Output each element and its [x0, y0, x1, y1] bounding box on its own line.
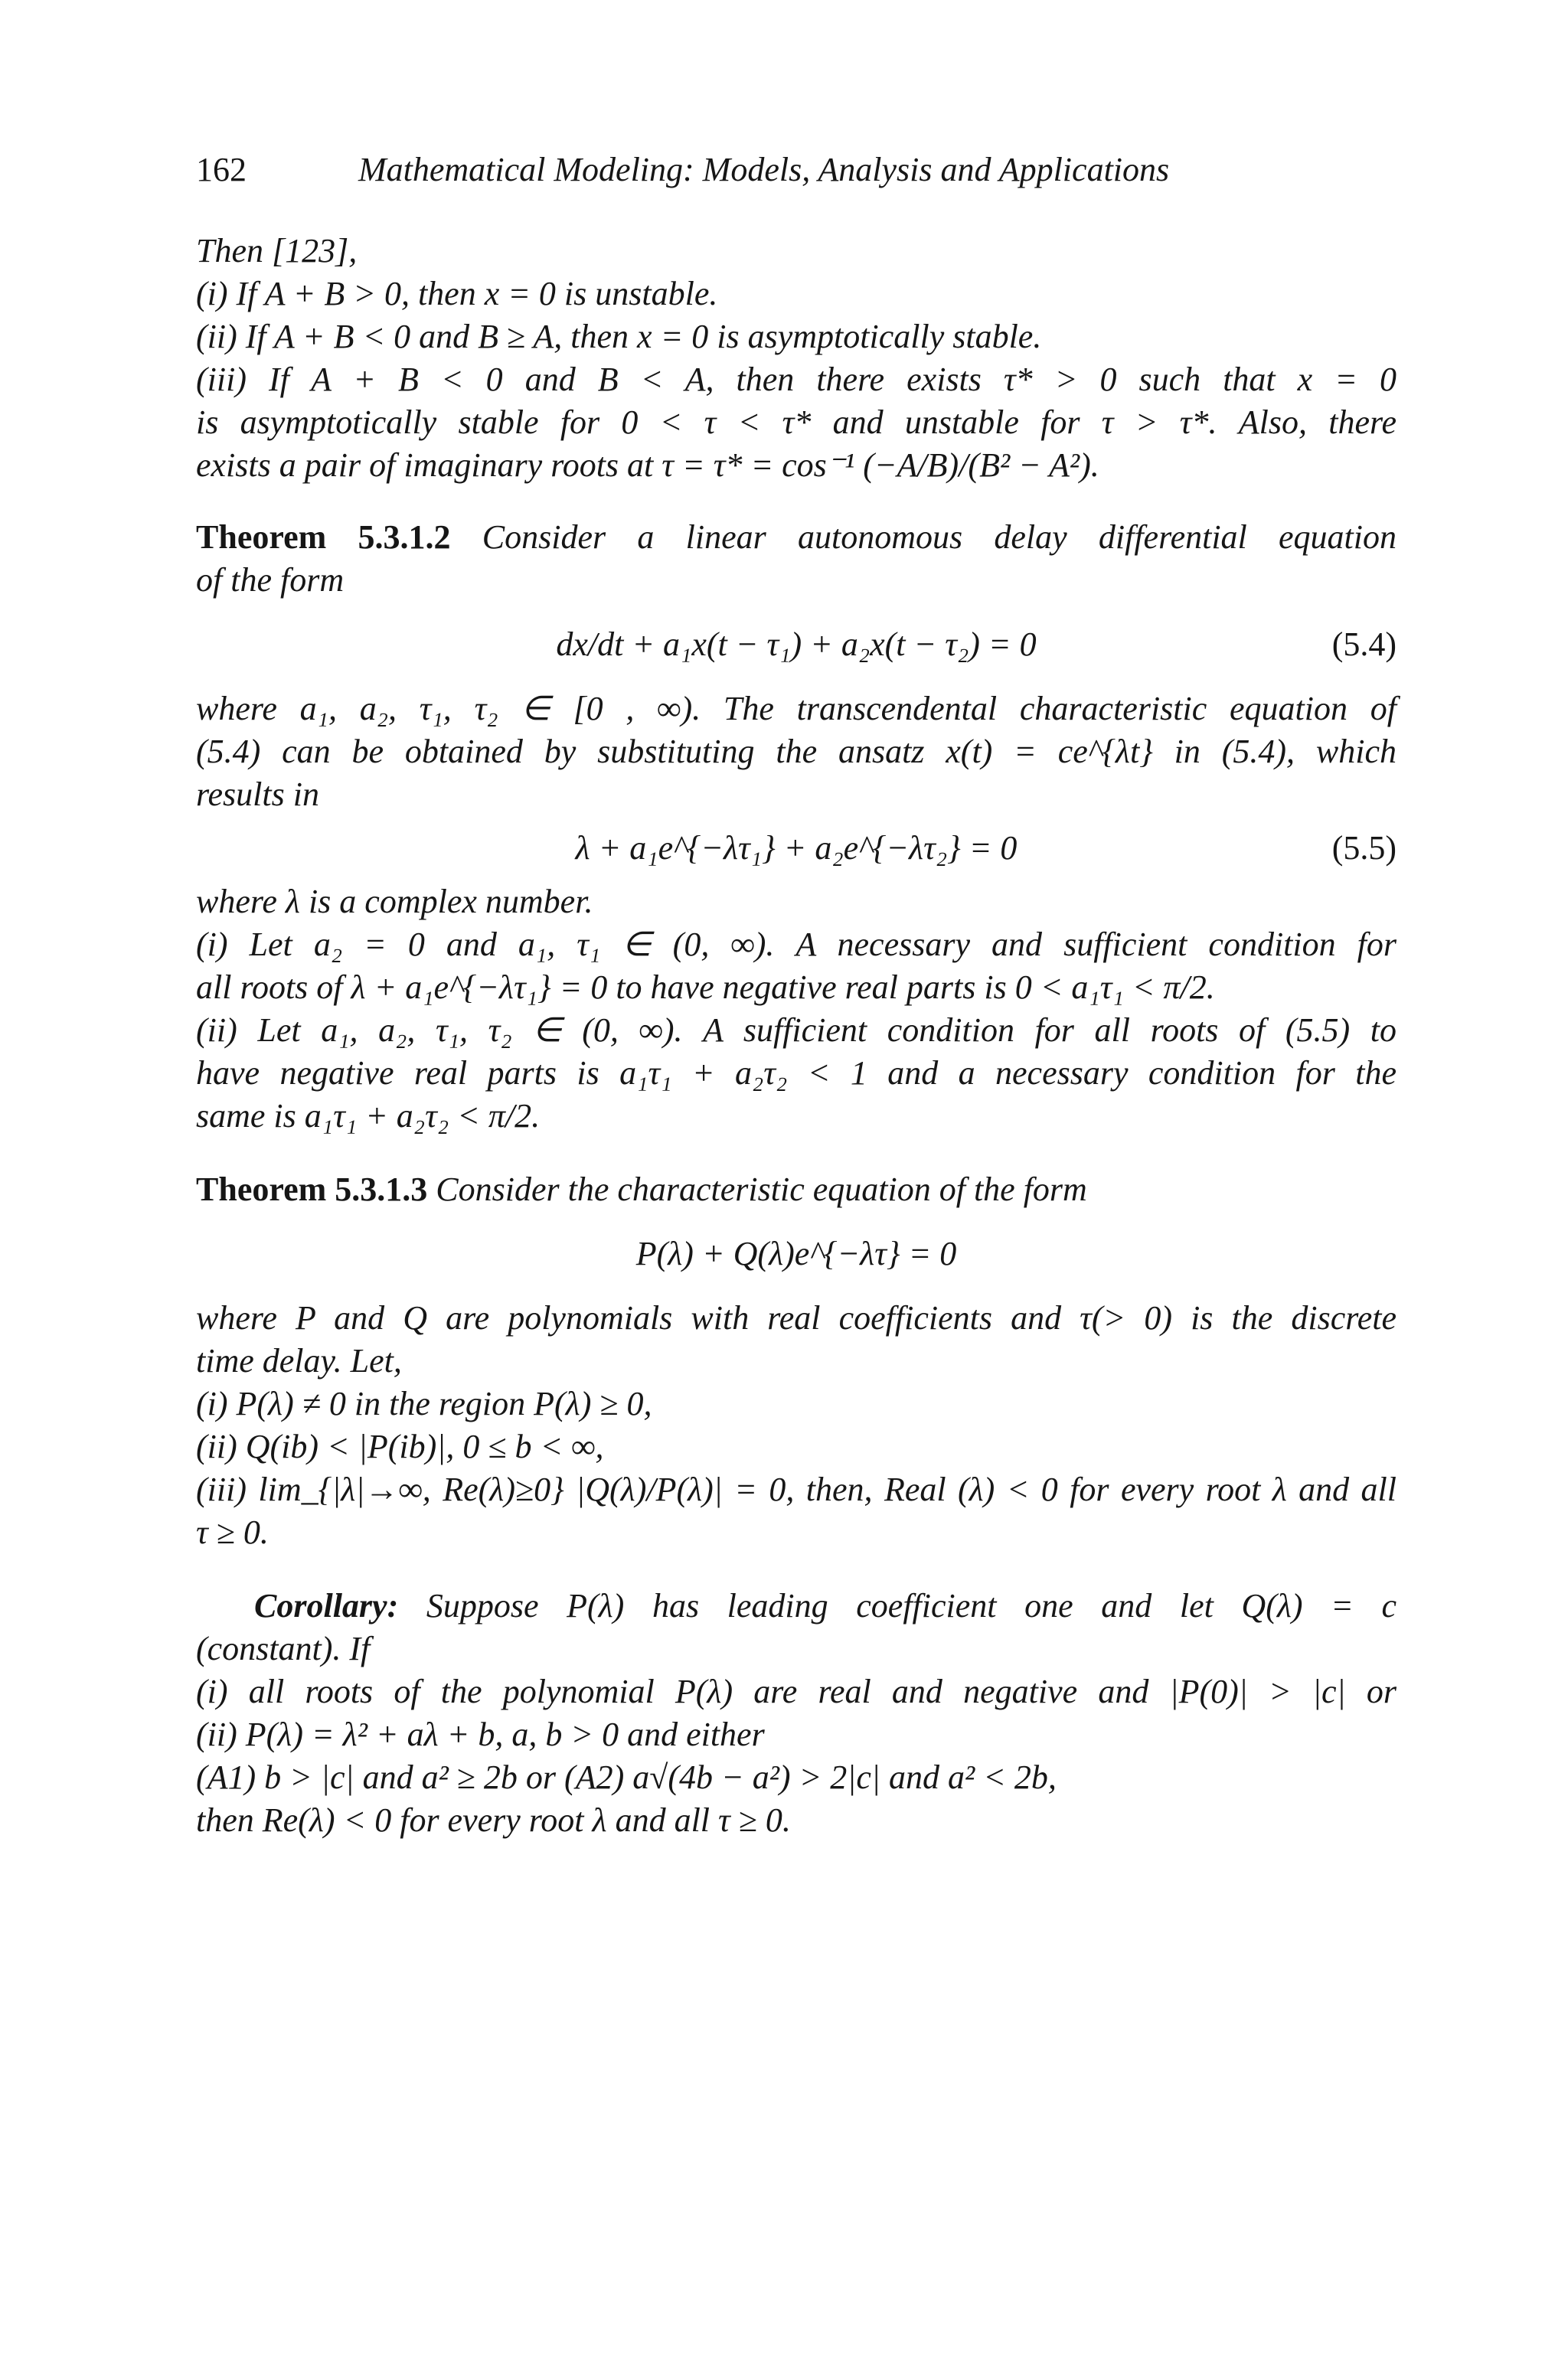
theorem-2-statement: Consider a linear autonomous delay differential equation — [482, 518, 1396, 556]
corollary-line5: (A1) b > |c| and a² ≥ 2b or (A2) a√(4b − a²) > 2|c| and a² < 2b, — [196, 1758, 1057, 1796]
equation-5-4-body: dx/dt + a₁x(t − τ₁) + a₂x(t − τ₂) = 0 — [556, 625, 1037, 663]
theorem-3-line1 — [196, 1168, 1396, 1211]
theorem-2-label: Theorem 5.3.1.2 — [196, 518, 451, 556]
intro-item-iii-line1: (iii) If A + B < 0 and B < A, then there exists τ* > 0 such that x = 0 — [196, 361, 1396, 398]
theorem-2-line3: where a₁, a₂, τ₁, τ₂ ∈ [0 , ∞). The transcendental characteristic equation of — [196, 690, 1396, 727]
theorem-2-line10: have negative real parts is a₁τ₁ + a₂τ₂ < 1 and a necessary condition for the — [196, 1054, 1396, 1092]
intro-item-ii: (ii) If A + B < 0 and B ≥ A, then x = 0 is asymptotically stable. — [196, 318, 1042, 355]
running-header — [196, 150, 1396, 199]
corollary-label: Corollary: — [254, 1587, 399, 1625]
corollary-line1 — [196, 1585, 1396, 1628]
corollary-statement: Suppose P(λ) has leading coefficient one and let Q(λ) = c — [426, 1587, 1396, 1625]
intro-line: Then [123], — [196, 232, 358, 269]
equation-5-5 — [196, 816, 1396, 880]
theorem-3-line4: (i) P(λ) ≠ 0 in the region P(λ) ≥ 0, — [196, 1385, 652, 1422]
theorem-3-equation-body: P(λ) + Q(λ)e^{−λτ} = 0 — [635, 1235, 957, 1272]
page-number: 162 — [196, 151, 247, 188]
theorem-3-line5: (ii) Q(ib) < |P(ib)|, 0 ≤ b < ∞, — [196, 1428, 604, 1465]
theorem-2-line7: (i) Let a₂ = 0 and a₁, τ₁ ∈ (0, ∞). A necessary and sufficient condition for — [196, 926, 1396, 963]
corollary-line3: (i) all roots of the polynomial P(λ) are real and negative and |P(0)| > |c| or — [196, 1673, 1396, 1710]
theorem-2-line5: results in — [196, 776, 319, 813]
theorem-3-label: Theorem 5.3.1.3 — [196, 1171, 428, 1208]
corollary-line6: then Re(λ) < 0 for every root λ and all τ ≥ 0. — [196, 1801, 791, 1839]
theorem-2-line8: all roots of λ + a₁e^{−λτ₁} = 0 to have negative real parts is 0 < a₁τ₁ < π/2. — [196, 968, 1215, 1006]
theorem-3-equation — [196, 1211, 1396, 1297]
theorem-2-line2: of the form — [196, 561, 345, 599]
theorem-3-line3: time delay. Let, — [196, 1342, 402, 1380]
theorem-2-line6: where λ is a complex number. — [196, 883, 593, 920]
intro-item-iii-line2: is asymptotically stable for 0 < τ < τ* and unstable for τ > τ*. Also, there — [196, 403, 1396, 441]
theorem-2-line1 — [196, 516, 1396, 559]
corollary-line4: (ii) P(λ) = λ² + aλ + b, a, b > 0 and either — [196, 1716, 765, 1753]
corollary-line2: (constant). If — [196, 1630, 371, 1667]
equation-5-4-number: (5.4) — [1331, 625, 1396, 663]
equation-5-5-body: λ + a₁e^{−λτ₁} + a₂e^{−λτ₂} = 0 — [575, 829, 1018, 867]
intro-item-i: (i) If A + B > 0, then x = 0 is unstable. — [196, 275, 718, 312]
theorem-3-line7: τ ≥ 0. — [196, 1514, 269, 1551]
theorem-2-line11: same is a₁τ₁ + a₂τ₂ < π/2. — [196, 1097, 541, 1135]
running-title: Mathematical Modeling: Models, Analysis and Applications — [358, 151, 1170, 188]
equation-5-5-number: (5.5) — [1331, 829, 1396, 867]
theorem-2-line9: (ii) Let a₁, a₂, τ₁, τ₂ ∈ (0, ∞). A sufficient condition for all roots of (5.5) to — [196, 1011, 1396, 1049]
theorem-3-line6: (iii) lim_{|λ|→∞, Re(λ)≥0} |Q(λ)/P(λ)| = 0, then, Real (λ) < 0 for every root λ and all — [196, 1471, 1396, 1508]
theorem-3-line2: where P and Q are polynomials with real coefficients and τ(> 0) is the discrete — [196, 1299, 1396, 1337]
intro-item-iii-line3: exists a pair of imaginary roots at τ = τ* = cos⁻¹ (−A/B)/(B² − A²). — [196, 446, 1099, 484]
equation-5-4 — [196, 602, 1396, 687]
theorem-3-statement: Consider the characteristic equation of the form — [436, 1171, 1087, 1208]
theorem-2-line4: (5.4) can be obtained by substituting the ansatz x(t) = ce^{λt} in (5.4), which — [196, 733, 1396, 770]
page-body — [196, 230, 1396, 1842]
